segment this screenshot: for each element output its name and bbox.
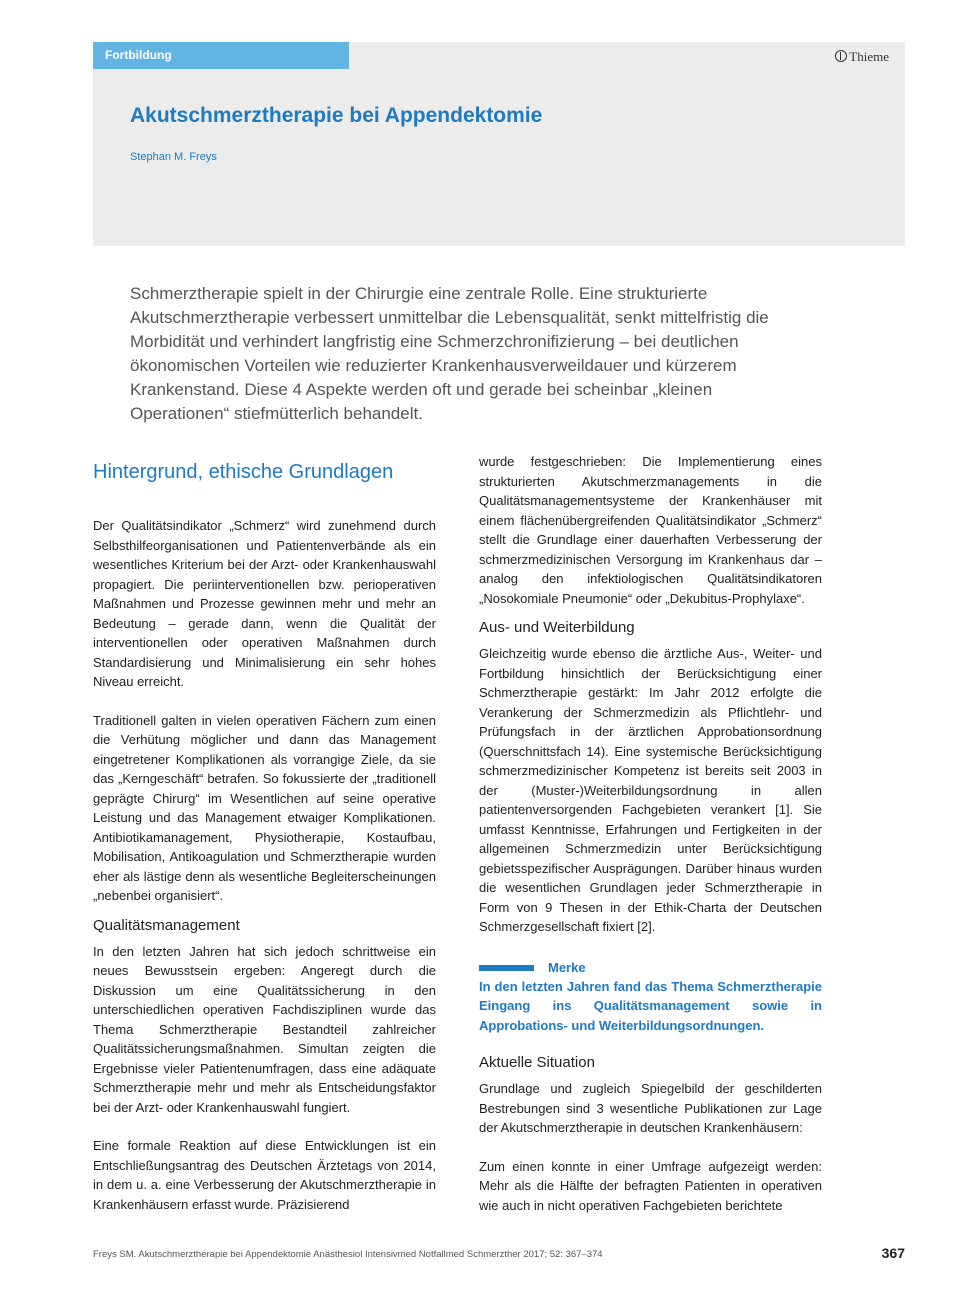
section-heading: Hintergrund, ethische Grundlagen	[93, 461, 394, 483]
footer-citation: Freys SM. Akutschmerztherapie bei Appendektomie Anästhesiol Intensivmed Notfallmed Schmerzther 2017; 52: 367–374	[93, 1249, 603, 1260]
paragraph: Grundlage und zugleich Spiegelbild der geschilderten Bestrebungen sind 3 wesentliche Publikationen zur Lage der Akutschmerztherapie in deutschen Krankenhäusern:	[479, 1081, 822, 1135]
thieme-icon	[835, 50, 847, 62]
article-title: Akutschmerztherapie bei Appendektomie	[130, 104, 543, 127]
header-panel	[93, 42, 905, 246]
paragraph: Zum einen konnte in einer Umfrage aufgezeigt werden: Mehr als die Hälfte der befragten Patienten in operativen wie auch in nicht operativen Fachgebieten berichtete	[479, 1158, 822, 1213]
subheading: Aktuelle Situation	[479, 1054, 595, 1071]
paragraph: Gleichzeitig wurde ebenso die ärztliche Aus-, Weiter- und Fortbildung hinsichtlich der Berücksichtigung einer Schmerztherapie gestärkt: Im Jahr 2012 erfolgte die Verankerung der Schmerzmedizin als Pflichtlehr- und Prüfungsfach in der ärztlichen Approbationsordnung (Querschnittsfach 14). Eine systemische Berücksichtigung schmerzmedizinischer Kompetenz ist bereits seit 2003 in der (Muster-)Weiterbildungsordnung in allen patientenversorgenden Fachgebieten verankert [1]. Sie umfasst Kenntnisse, Erfahrungen und Fertigkeiten in der allgemeinen Schmerzmedizin unter Berücksichtigung gebietsspezifischer Ausprägungen. Darüber hinaus wurden die wesentlichen Grundlagen jeder Schmerztherapie in Form von 9 Thesen in der Ethik-Charta der Deutschen Schmerzgesellschaft fixiert [2].	[479, 646, 822, 934]
merke-box	[479, 959, 822, 1036]
merke-bar	[479, 965, 534, 971]
abstract: Schmerztherapie spielt in der Chirurgie eine zentrale Rolle. Eine strukturierte Akutschmerztherapie verbessert unmittelbar die Lebensqualität, senkt mittelfristig die Morbidität und verhindert langfristig eine Schmerzchronifizierung – bei deutlichen ökonomischen Vorteilen wie reduzierter Krankenhausverweildauer und kürzerem Krankenstand. Diese 4 Aspekte werden oft und gerade bei scheinbar „kleinen Operationen“ stiefmütterlich behandelt.	[130, 284, 769, 423]
page-number: 367	[881, 1245, 905, 1261]
paragraph: Der Qualitätsindikator „Schmerz“ wird zunehmend durch Selbsthilfeorganisationen und Patientenverbände als ein wesentliches Kriterium bei der Arzt- oder Krankenhauswahl propagiert. Die periinterventionellen bzw. perioperativen Maßnahmen und Prozesse gewinnen mehr und mehr an Bedeutung – gerade dann, wenn die Qualität der interventionellen oder operativen Maßnahmen durch Standardisierung und Minimalisierung ein sehr hohes Niveau erreicht.	[93, 518, 436, 689]
merke-text: In den letzten Jahren fand das Thema Schmerztherapie Eingang ins Qualitätsmanagement sowie in Approbations- und Weiterbildungsordnungen.	[479, 978, 822, 1033]
paragraph: Traditionell galten in vielen operativen Fächern zum einen die Verhütung möglicher und dann das Management eingetretener Komplikationen als vorrangige Ziele, da sie das „Kerngeschäft“ betrafen. So fokussierte der „traditionell geprägte Chirurg“ im Wesentlichen auf seine operative Leistung und das Management etwaiger Komplikationen. Antibiotikamanagement, Physiotherapie, Kostaufbau, Mobilisation, Antikoagulation und Schmerztherapie wurden eher als lästige denn als wesentliche Begleiterscheinungen „nebenbei organisiert“.	[93, 712, 436, 903]
subheading: Qualitätsmanagement	[93, 916, 240, 934]
merke-label: Merke	[548, 959, 586, 975]
right-column	[479, 452, 822, 1215]
left-column	[93, 452, 436, 1214]
paragraph: wurde festgeschrieben: Die Implementierung eines strukturierten Akutschmerzmanagements in die Qualitätsmanagementsysteme der Krankenhäuser mit einem flächenübergreifenden Qualitätsindikator „Schmerz“ stellt die Grundlage einer dauerhaften Verbesserung der schmerzmedizinischen Versorgung im Krankenhaus dar – analog den infektiologischen Qualitätsindikatoren „Nosokomiale Pneumonie“ oder „Dekubitus-Prophylaxe“.	[479, 454, 822, 606]
publisher-name: Thieme	[849, 49, 889, 64]
paragraph: In den letzten Jahren hat sich jedoch schrittweise ein neues Bewusstsein ergeben: Angeregt durch die Diskussion um eine Qualitätssicherung in den unterschiedlichen operativen Fachdisziplinen wurde das Thema Schmerztherapie Bestandteil zahlreicher Qualitätssicherungsmaßnahmen. Simultan zeigten die Ergebnisse vieler Patientenumfragen, dass eine adäquate Schmerztherapie mehr und mehr als Entscheidungsfaktor bei der Arzt- oder Krankenhauswahl fungiert.	[93, 943, 436, 1115]
subheading: Aus- und Weiterbildung	[479, 619, 635, 636]
section-tab: Fortbildung	[93, 42, 349, 69]
author-name: Stephan M. Freys	[130, 151, 217, 163]
publisher-logo	[835, 49, 889, 65]
paragraph: Eine formale Reaktion auf diese Entwicklungen ist ein Entschließungsantrag des Deutschen Ärztetags von 2014, in dem u. a. eine Verbesserung der Akutschmerztherapie in Krankenhäusern erfasst wurde. Präzisierend	[93, 1138, 436, 1212]
